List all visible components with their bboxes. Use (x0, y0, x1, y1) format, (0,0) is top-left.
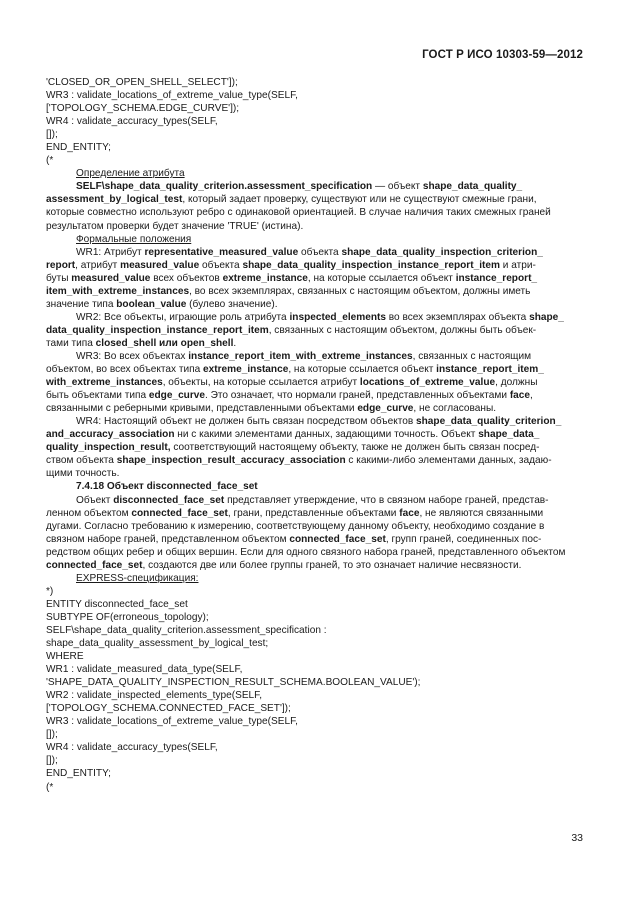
wr4-line: щими точность. (46, 468, 120, 480)
attr-def-heading: Определение атрибута (76, 168, 185, 180)
attr-def-line: assessment_by_logical_test, который задает проверку, существуют или не существуют смежные грани, (46, 194, 537, 206)
wr2-paragraph (46, 311, 583, 350)
wr3-line: WR3: Во всех объектах instance_report_item_with_extreme_instances, связанных с настоящим (76, 350, 532, 362)
code-block-top (46, 76, 583, 167)
code-line: ['TOPOLOGY_SCHEMA.EDGE_CURVE']); (46, 103, 240, 115)
code-line: 'CLOSED_OR_OPEN_SHELL_SELECT']); (46, 77, 238, 88)
code-line: []); (46, 729, 58, 741)
attr-def-line: результатом проверки будет значение 'TRUE' (истина). (46, 220, 304, 232)
code-line: WR3 : validate_locations_of_extreme_value_type(SELF, (46, 90, 298, 102)
wr3-line: связанными с реберными кривыми, представленными объектами edge_curve, не согласованы. (46, 403, 497, 415)
wr1-line: буты measured_value всех объектов extreme_instance, на которые ссылается объект instance_report_ (46, 272, 538, 284)
wr3-paragraph (46, 350, 583, 415)
code-line: ['TOPOLOGY_SCHEMA.CONNECTED_FACE_SET']); (46, 703, 291, 715)
code-line: SUBTYPE OF(erroneous_topology); (46, 611, 209, 623)
wr2-line: тами типа closed_shell или open_shell. (46, 337, 237, 349)
document-body (46, 76, 583, 794)
wr2-line: WR2: Все объекты, играющие роль атрибута inspected_elements во всех экземплярах объекта shape_ (76, 311, 564, 323)
standard-header: ГОСТ Р ИСО 10303-59—2012 (422, 49, 583, 61)
section-line: дугами. Согласно требованию к измерению, соответствующему данному объекту, необходимо создание в (46, 520, 545, 532)
wr1-line: WR1: Атрибут representative_measured_value объекта shape_data_quality_inspection_criterion_ (76, 246, 543, 258)
wr4-line: WR4: Настоящий объект не должен быть связан посредством объектов shape_data_quality_criterion_ (76, 416, 562, 428)
code-line: 'SHAPE_DATA_QUALITY_INSPECTION_RESULT_SCHEMA.BOOLEAN_VALUE'); (46, 677, 421, 689)
code-line: WR4 : validate_accuracy_types(SELF, (46, 116, 218, 128)
wr1-line: значение типа boolean_value (булево значение). (46, 298, 278, 310)
formal-heading: Формальные положения (76, 233, 192, 245)
wr2-line: data_quality_inspection_instance_report_item, связанных с настоящим объектом, должны быть объек- (46, 324, 537, 336)
attr-def-line: которые совместно используют ребро с одинаковой ориентацией. В случае наличия таких смежных граней (46, 207, 551, 219)
section-line: connected_face_set, создаются две или более группы граней, то это означает наличие несвязности. (46, 559, 522, 571)
code-line: WR3 : validate_locations_of_extreme_value_type(SELF, (46, 716, 298, 728)
page-number: 33 (571, 832, 583, 844)
section-line: Объект disconnected_face_set представляет утверждение, что в связном наборе граней, представ- (76, 494, 549, 506)
code-line: ENTITY disconnected_face_set (46, 598, 188, 610)
section-heading: 7.4.18 Объект disconnected_face_set (76, 481, 258, 493)
wr3-line: объектом, во всех объектах типа extreme_instance, на которые ссылается объект instance_report_item_ (46, 364, 544, 376)
wr4-paragraph (46, 415, 583, 480)
code-line: SELF\shape_data_quality_criterion.assessment_specification : (46, 624, 327, 636)
code-block-bottom (46, 585, 583, 794)
code-line: WR2 : validate_inspected_elements_type(SELF, (46, 690, 263, 702)
code-line: WR4 : validate_accuracy_types(SELF, (46, 742, 218, 754)
code-line: []); (46, 755, 58, 767)
wr3-line: with_extreme_instances, объекты, на которые ссылается атрибут locations_of_extreme_value, должны (46, 377, 538, 389)
wr4-line: and_accuracy_association ни с какими элементами данных, задающими точность. Объект shape_data_ (46, 429, 540, 441)
wr1-line: report, атрибут measured_value объекта shape_data_quality_inspection_instance_report_item и атри- (46, 259, 536, 271)
code-line: END_ENTITY; (46, 768, 111, 780)
code-line: shape_data_quality_assessment_by_logical_test; (46, 638, 269, 650)
express-heading: EXPRESS-спецификация: (76, 572, 199, 584)
wr4-line: quality_inspection_result, соответствующий настоящему объекту, также не должен быть связан посред- (46, 442, 540, 454)
code-line: WHERE (46, 651, 84, 663)
section-line: связном наборе граней, представленном объектом connected_face_set, групп граней, соединенных пос- (46, 533, 542, 545)
attr-def-line: SELF\shape_data_quality_criterion.assessment_specification — объект shape_data_quality_ (76, 181, 523, 193)
wr4-line: ством объекта shape_inspection_result_accuracy_association с какими-либо элементами данных, задаю- (46, 455, 552, 467)
wr1-paragraph (46, 246, 583, 311)
wr3-line: быть объектами типа edge_curve. Это означает, что нормали граней, представленных объектами face, (46, 390, 533, 402)
code-line: *) (46, 585, 54, 597)
section-line: редством общих ребер и общих вершин. Если для одного связного набора граней, представленного объектом (46, 546, 566, 558)
section-line: ленном объектом connected_face_set, грани, представленные объектами face, не являются связанными (46, 507, 544, 519)
code-line: (* (46, 781, 54, 793)
code-line: WR1 : validate_measured_data_type(SELF, (46, 664, 243, 676)
section-paragraph (46, 494, 583, 572)
code-line: []); (46, 129, 58, 141)
code-line: (* (46, 155, 54, 167)
wr1-line: item_with_extreme_instances, во всех экземплярах, связанных с настоящим объектом, должны иметь (46, 285, 531, 297)
code-line: END_ENTITY; (46, 142, 111, 154)
